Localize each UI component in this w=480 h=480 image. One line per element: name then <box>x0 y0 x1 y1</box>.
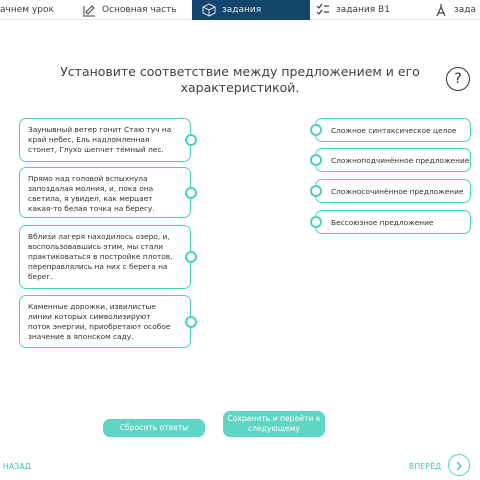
connector-handle[interactable] <box>310 154 322 166</box>
option-complex-subordinate[interactable] <box>315 148 471 172</box>
cube-icon <box>202 3 216 17</box>
top-navigation <box>0 0 480 20</box>
save-and-next-button[interactable]: Сохранить и перейти к следующему <box>223 411 325 437</box>
sentence-text: Каменные дорожки, извилистые линии которых символизируют поток энергии, приобретают особое значение в японском саду. <box>28 302 171 341</box>
connector-handle[interactable] <box>310 124 322 136</box>
question-icon: ? <box>454 71 462 87</box>
checklist-icon <box>316 3 330 17</box>
compass-icon <box>434 3 448 17</box>
tab-label: задания <box>222 5 262 15</box>
pencil-chart-icon <box>82 3 96 17</box>
connector-handle[interactable] <box>310 185 322 197</box>
connector-handle[interactable] <box>185 316 197 328</box>
next-button[interactable] <box>448 454 470 476</box>
tab-label: задания В1 <box>336 5 390 15</box>
chevron-right-icon <box>454 456 464 475</box>
option-asyndetic[interactable] <box>315 210 471 234</box>
sentence-card-3[interactable] <box>19 225 191 289</box>
tab-tasks-extra[interactable] <box>434 0 480 20</box>
tab-start-lesson[interactable] <box>0 0 70 20</box>
sentence-card-4[interactable] <box>19 295 191 348</box>
connector-handle[interactable] <box>185 187 197 199</box>
option-complex-syntactic-whole[interactable] <box>315 118 471 142</box>
connector-handle[interactable] <box>310 216 322 228</box>
sentence-text: Вблизи лагеря находилось озеро, и, воспользовавшись этим, мы стали практиковаться в постройке плотов, переправлялись на них с берега на берег. <box>28 232 173 281</box>
option-compound[interactable] <box>315 179 471 203</box>
option-label: Сложноподчинённое предложение <box>331 155 470 165</box>
tab-label: Основная часть <box>102 5 177 15</box>
sentence-card-1[interactable] <box>19 118 191 162</box>
option-label: Бессоюзное предложение <box>331 217 434 227</box>
option-label: Сложное синтаксическое целое <box>331 125 457 135</box>
reset-answers-button[interactable]: Сбросить ответы <box>103 419 205 437</box>
connector-handle[interactable] <box>185 134 197 146</box>
tab-main-part[interactable] <box>82 0 192 20</box>
tab-label: ачнем урок <box>0 5 54 15</box>
sentence-text: Прямо над головой вспыхнула запоздалая молния, и, пока она светила, я увидел, как мерцает какая-то белая точка на берегу. <box>28 174 155 213</box>
task-title: Установите соответствие между предложением и его характеристикой. <box>60 64 420 95</box>
help-button[interactable] <box>446 67 470 91</box>
tab-tasks[interactable] <box>192 0 310 20</box>
tab-label: зада <box>454 5 477 15</box>
option-label: Сложносочинённое предложение <box>331 186 464 196</box>
back-link[interactable]: НАЗАД <box>3 462 32 471</box>
sentence-card-2[interactable] <box>19 167 191 218</box>
connector-handle[interactable] <box>185 251 197 263</box>
next-link[interactable]: ВПЕРЁД <box>409 462 442 471</box>
sentence-text: Заунывный ветер гонит Стаю туч на край небес, Ель надломленная стонет, Глухо шепчет тёмный лес. <box>28 125 172 154</box>
tab-tasks-b1[interactable] <box>316 0 426 20</box>
